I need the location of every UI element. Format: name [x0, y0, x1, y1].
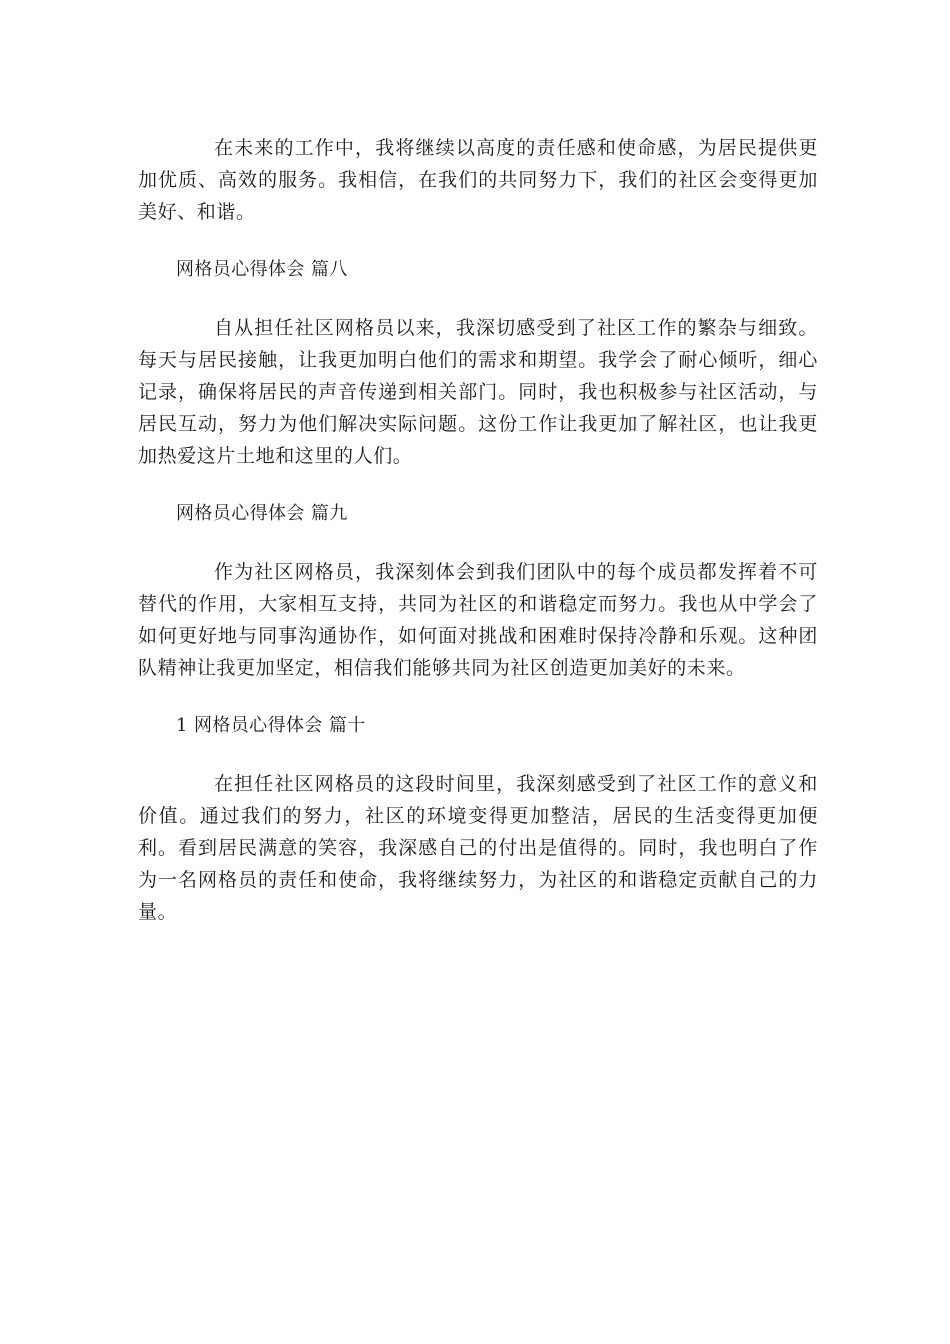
section-heading-part8: 网格员心得体会 篇八: [176, 259, 348, 280]
document-page: [138, 132, 818, 928]
section-paragraph-part10: 在担任社区网格员的这段时间里，我深刻感受到了社区工作的意义和价值。通过我们的努力，社区的环境变得更加整洁，居民的生活变得更加便利。看到居民满意的笑容，我深感自己的付出是值得的。同时，我也明白了作为一名网格员的责任和使命，我将继续努力，为社区的和谐稳定贡献自己的力量。: [138, 773, 818, 923]
section-paragraph-part8: 自从担任社区网格员以来，我深切感受到了社区工作的繁杂与细致。每天与居民接触，让我更加明白他们的需求和期望。我学会了耐心倾听，细心记录，确保将居民的声音传递到相关部门。同时，我也积极参与社区活动，与居民互动，努力为他们解决实际问题。这份工作让我更加了解社区，也让我更加热爱这片土地和这里的人们。: [138, 317, 818, 467]
intro-paragraph: 在未来的工作中，我将继续以高度的责任感和使命感，为居民提供更加优质、高效的服务。我相信，在我们的共同努力下，我们的社区会变得更加美好、和谐。: [138, 137, 818, 223]
section-heading-part9: 网格员心得体会 篇九: [176, 503, 348, 524]
section-paragraph-part9: 作为社区网格员，我深刻体会到我们团队中的每个成员都发挥着不可替代的作用，大家相互支持，共同为社区的和谐稳定而努力。我也从中学会了如何更好地与同事沟通协作，如何面对挑战和困难时保持冷静和乐观。这种团队精神让我更加坚定，相信我们能够共同为社区创造更加美好的未来。: [138, 561, 818, 679]
section-heading-part10: 1 网格员心得体会 篇十: [176, 715, 366, 736]
